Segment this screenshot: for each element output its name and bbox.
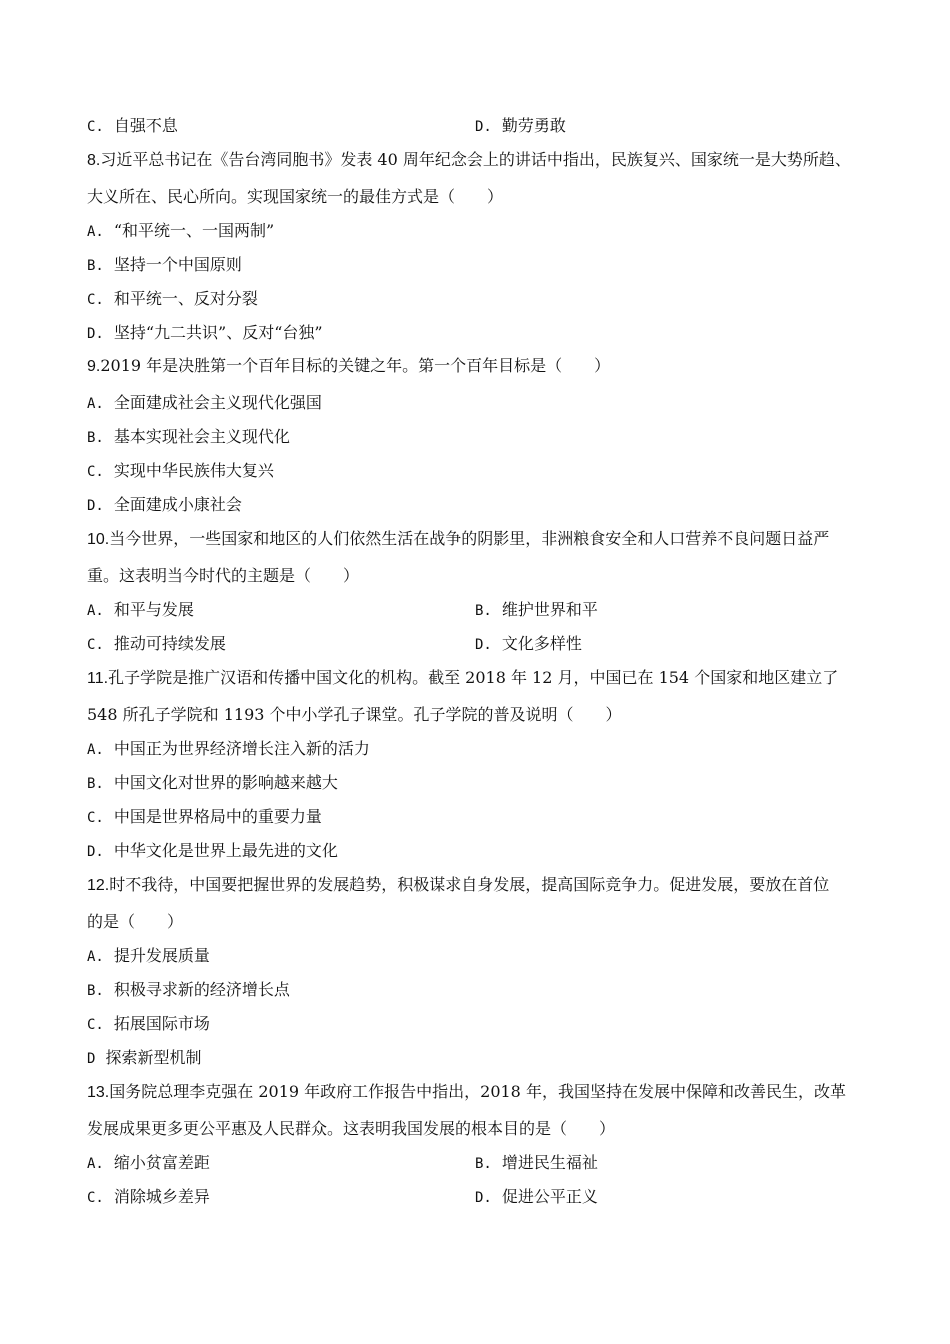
q13-stem-line2: 发展成果更多更公平惠及人民群众。这表明我国发展的根本目的是（ ） — [87, 1119, 616, 1138]
option-text: 坚持一个中国原则 — [113, 255, 242, 274]
option-text: 拓展国际市场 — [113, 1014, 210, 1033]
option-letter: D. — [87, 498, 104, 514]
option-letter: C. — [87, 1190, 104, 1206]
option-letter: C. — [87, 637, 104, 653]
option-text: 积极寻求新的经济增长点 — [113, 980, 290, 999]
q9-option-b — [87, 427, 290, 448]
q9-option-d — [87, 495, 242, 516]
option-letter: C. — [87, 464, 104, 480]
option-text: 中国是世界格局中的重要力量 — [113, 807, 322, 826]
q13-option-a — [87, 1153, 210, 1174]
option-letter: B. — [87, 983, 104, 999]
question-text: 2019 年是决胜第一个百年目标的关键之年。第一个百年目标是（ ） — [100, 356, 611, 375]
option-letter: B. — [87, 776, 104, 792]
q8-option-c — [87, 289, 258, 310]
q12-option-b — [87, 980, 290, 1001]
question-number: 8. — [87, 152, 101, 169]
q8-stem-line2: 大义所在、民心所向。实现国家统一的最佳方式是（ ） — [87, 187, 504, 206]
q13-stem-line1 — [87, 1082, 846, 1103]
question-number: 11. — [87, 670, 109, 687]
question-number: 10. — [87, 531, 110, 548]
option-text: 中华文化是世界上最先进的文化 — [113, 841, 338, 860]
option-letter: A. — [87, 1156, 104, 1172]
option-text: 中国正为世界经济增长注入新的活力 — [113, 739, 370, 758]
question-text: 当今世界，一些国家和地区的人们依然生活在战争的阴影里，非洲粮食安全和人口营养不良问题日益严 — [109, 529, 830, 548]
q13-option-c — [87, 1187, 210, 1208]
q10-option-b — [475, 600, 598, 621]
option-text: 全面建成社会主义现代化强国 — [113, 393, 322, 412]
q12-stem-line1 — [87, 875, 829, 896]
q12-option-a — [87, 946, 210, 967]
question-text: 时不我待，中国要把握世界的发展趋势，积极谋求自身发展，提高国际竞争力。促进发展，要放在首位 — [109, 875, 830, 894]
option-text: 自强不息 — [113, 116, 178, 135]
question-text: 国务院总理李克强在 2019 年政府工作报告中指出，2018 年，我国坚持在发展中保障和改善民生，改革 — [109, 1082, 846, 1101]
option-letter: A. — [87, 396, 104, 412]
question-number: 9. — [87, 358, 101, 375]
option-text: 全面建成小康社会 — [113, 495, 242, 514]
option-letter: C. — [87, 1017, 104, 1033]
q9-option-a — [87, 393, 322, 414]
option-letter: B. — [475, 603, 492, 619]
q7-option-c — [87, 116, 178, 137]
option-text: 缩小贫富差距 — [113, 1153, 210, 1172]
option-letter: D. — [475, 1190, 492, 1206]
q8-option-d — [87, 323, 323, 344]
q12-stem-line2: 的是（ ） — [87, 912, 184, 931]
q7-option-d — [475, 116, 566, 137]
q10-stem-line2: 重。这表明当今时代的主题是（ ） — [87, 566, 360, 585]
option-text: 坚持“九二共识”、反对“台独” — [113, 323, 323, 342]
option-text: 勤劳勇敢 — [501, 116, 566, 135]
question-text: 孔子学院是推广汉语和传播中国文化的机构。截至 2018 年 12 月，中国已在 154 个国家和地区建立了 — [108, 668, 839, 687]
option-text: 文化多样性 — [501, 634, 582, 653]
option-text: 消除城乡差异 — [113, 1187, 210, 1206]
option-letter: A. — [87, 949, 104, 965]
option-text: 提升发展质量 — [113, 946, 210, 965]
q9-stem-line1 — [87, 356, 610, 377]
option-letter: D. — [87, 844, 104, 860]
option-letter: A. — [87, 742, 104, 758]
option-text: 基本实现社会主义现代化 — [113, 427, 290, 446]
option-text: 增进民生福祉 — [501, 1153, 598, 1172]
q11-option-a — [87, 739, 370, 760]
q8-option-b — [87, 255, 242, 276]
option-text: 维护世界和平 — [501, 600, 598, 619]
question-text: 习近平总书记在《告台湾同胞书》发表 40 周年纪念会上的讲话中指出，民族复兴、国家统一是大势所趋、 — [100, 150, 851, 169]
option-letter: A. — [87, 603, 104, 619]
option-text: 探索新型机制 — [105, 1048, 202, 1067]
option-letter: C. — [87, 810, 104, 826]
q12-option-d — [87, 1048, 201, 1069]
option-text: “和平统一、一国两制” — [113, 221, 275, 240]
option-text: 实现中华民族伟大复兴 — [113, 461, 274, 480]
q11-stem-line1 — [87, 668, 838, 689]
option-letter: A. — [87, 224, 104, 240]
option-letter: D. — [475, 637, 492, 653]
q13-option-d — [475, 1187, 598, 1208]
q10-option-a — [87, 600, 194, 621]
q10-option-c — [87, 634, 226, 655]
option-letter: D. — [475, 119, 492, 135]
option-text: 推动可持续发展 — [113, 634, 226, 653]
option-text: 和平与发展 — [113, 600, 194, 619]
option-letter: B. — [87, 258, 104, 274]
q12-option-c — [87, 1014, 210, 1035]
option-letter: B. — [87, 430, 104, 446]
q11-option-d — [87, 841, 338, 862]
question-number: 13. — [87, 1084, 110, 1101]
q11-option-c — [87, 807, 322, 828]
q11-stem-line2: 548 所孔子学院和 1193 个中小学孔子课堂。孔子学院的普及说明（ ） — [87, 705, 622, 724]
option-letter: C. — [87, 292, 104, 308]
option-text: 促进公平正义 — [501, 1187, 598, 1206]
question-number: 12. — [87, 877, 110, 894]
q10-stem-line1 — [87, 529, 829, 550]
q8-option-a — [87, 221, 274, 242]
option-letter: D — [87, 1051, 96, 1067]
q10-option-d — [475, 634, 582, 655]
q11-option-b — [87, 773, 338, 794]
option-letter: D. — [87, 326, 104, 342]
q8-stem-line1 — [87, 150, 851, 171]
q13-option-b — [475, 1153, 598, 1174]
option-letter: C. — [87, 119, 104, 135]
option-letter: B. — [475, 1156, 492, 1172]
option-text: 和平统一、反对分裂 — [113, 289, 258, 308]
option-text: 中国文化对世界的影响越来越大 — [113, 773, 338, 792]
q9-option-c — [87, 461, 274, 482]
